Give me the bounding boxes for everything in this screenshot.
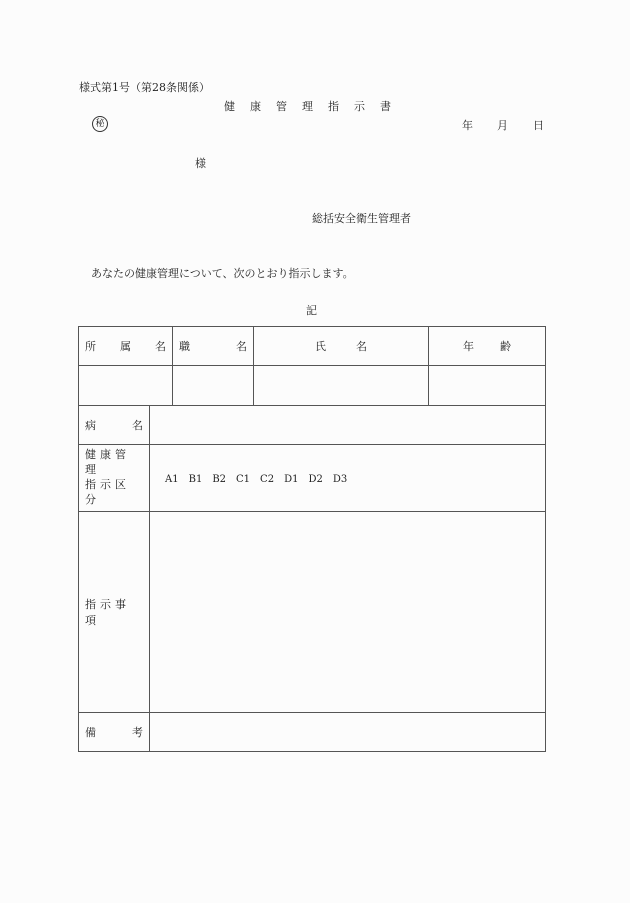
position-field[interactable] (173, 366, 254, 406)
date-day-label: 日 (533, 119, 544, 132)
ki-heading: 記 (306, 304, 317, 317)
instruction-form-table (78, 326, 546, 752)
document-title: 健康管理指示書 (224, 100, 406, 113)
name-field[interactable] (254, 366, 429, 406)
header-char: 年 (463, 340, 474, 353)
category-code-option[interactable]: D3 (332, 473, 348, 485)
header-char: 名 (356, 340, 367, 353)
confidential-mark-icon: 秘 (92, 116, 108, 132)
category-code-option[interactable]: C1 (236, 473, 251, 485)
category-label (79, 445, 150, 512)
disease-row (79, 406, 546, 445)
instructions-row (79, 512, 546, 713)
intro-text: あなたの健康管理について、次のとおり指示します。 (91, 267, 354, 280)
affiliation-field[interactable] (79, 366, 173, 406)
age-header (429, 327, 546, 366)
values-row (79, 366, 546, 406)
issuer-title: 総括安全衛生管理者 (312, 212, 411, 225)
label-char: 病 (85, 419, 96, 432)
instructions-field[interactable] (150, 512, 546, 713)
category-row (79, 445, 546, 512)
label-char: 備 (85, 726, 96, 739)
header-char: 属 (120, 340, 131, 353)
age-field[interactable] (429, 366, 546, 406)
disease-label (79, 406, 150, 445)
header-row (79, 327, 546, 366)
instructions-label: 指示事項 (79, 512, 150, 713)
header-char: 名 (155, 340, 166, 353)
date-year-label: 年 (462, 119, 473, 132)
remarks-row (79, 713, 546, 752)
disease-field[interactable] (150, 406, 546, 445)
affiliation-header (79, 327, 173, 366)
name-header (254, 327, 429, 366)
category-code-option[interactable]: D2 (308, 473, 323, 485)
header-char: 氏 (315, 340, 326, 353)
remarks-label (79, 713, 150, 752)
header-char: 名 (236, 340, 247, 353)
category-code-option[interactable]: C2 (260, 473, 275, 485)
category-code-option[interactable]: B1 (188, 473, 203, 485)
position-header (173, 327, 254, 366)
header-char: 所 (85, 340, 96, 353)
form-number: 様式第1号（第28条関係） (79, 81, 210, 94)
category-label-line1: 健康管理 (85, 448, 130, 477)
category-label-line2: 指示区分 (85, 478, 130, 506)
addressee-honorific: 様 (195, 157, 206, 170)
category-code-option[interactable]: B2 (212, 473, 227, 485)
header-char: 齢 (500, 340, 511, 353)
label-char: 考 (132, 726, 143, 739)
date-line (462, 120, 544, 131)
date-month-label: 月 (497, 119, 508, 132)
category-code-option[interactable]: D1 (284, 473, 299, 485)
header-char: 職 (179, 340, 190, 353)
remarks-field[interactable] (150, 713, 546, 752)
category-codes (150, 445, 546, 512)
label-char: 名 (132, 419, 143, 432)
category-code-option[interactable]: A1 (165, 473, 179, 485)
